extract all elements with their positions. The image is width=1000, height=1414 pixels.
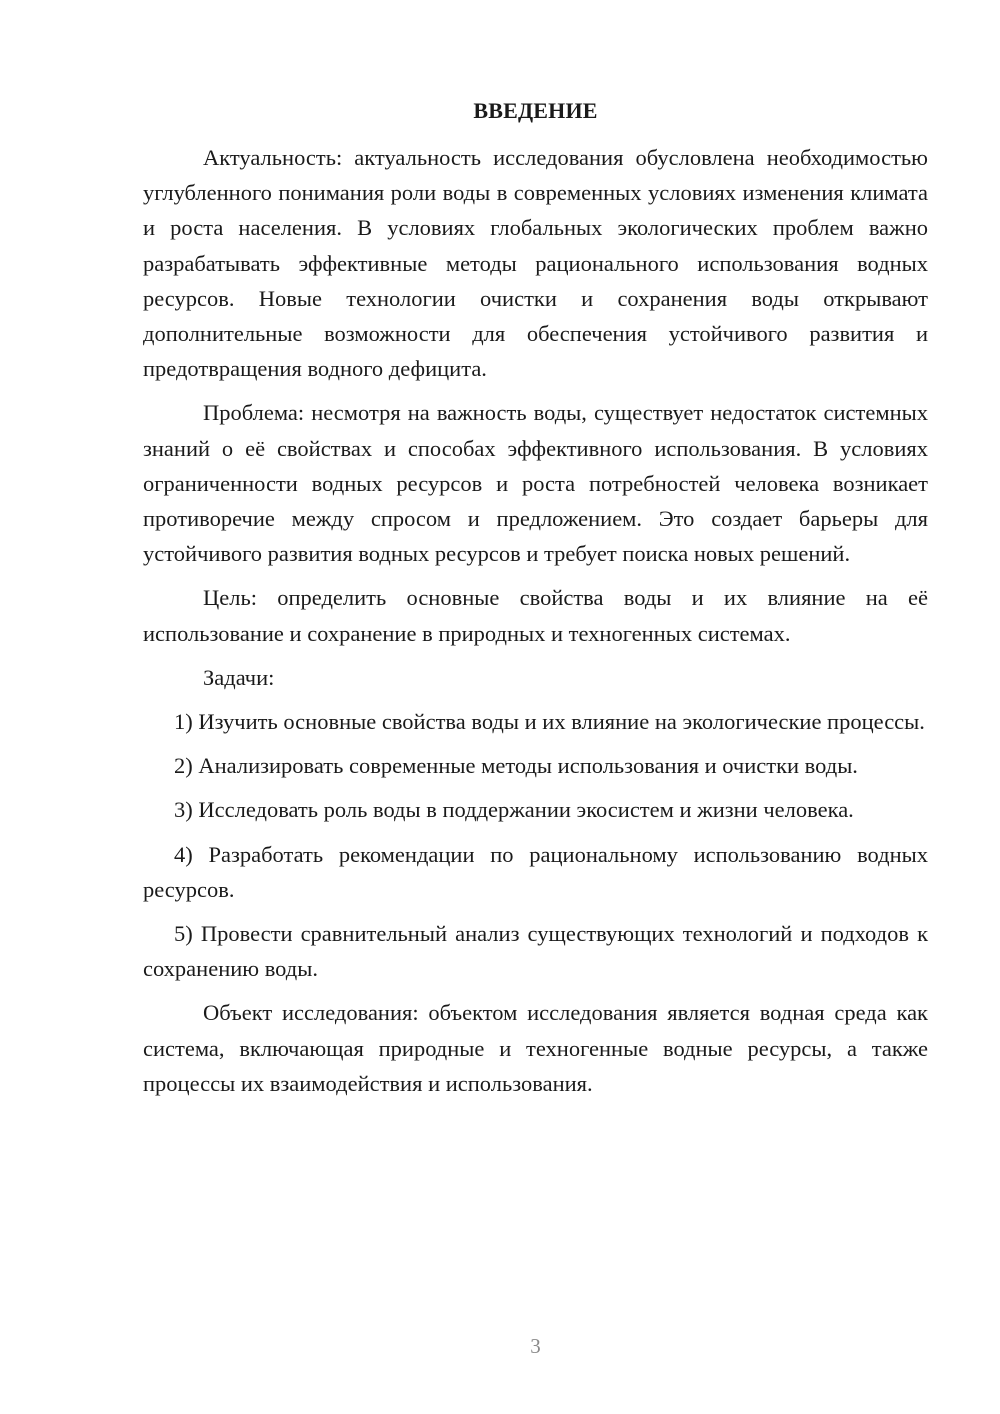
object-paragraph: Объект исследования: объектом исследования является водная среда как система, включающая природные и техногенные водные ресурсы, а также процессы их взаимодействия и использования. [143,1000,928,1096]
task-item-5: 5) Провести сравнительный анализ существующих технологий и подходов к сохранению воды. [143,921,928,982]
page-title: ВВЕДЕНИЕ [473,98,598,123]
page-number: 3 [530,1334,541,1358]
task-item-1: 1) Изучить основные свойства воды и их влияние на экологические процессы. [174,709,925,735]
task-item-2: 2) Анализировать современные методы использования и очистки воды. [174,753,858,779]
task-item-3: 3) Исследовать роль воды в поддержании экосистем и жизни человека. [174,797,854,823]
task-item-4: 4) Разработать рекомендации по рациональному использованию водных ресурсов. [143,841,928,902]
document-page [143,96,928,1101]
tasks-label: Задачи: [203,664,275,690]
problem-paragraph: Проблема: несмотря на важность воды, существует недостаток системных знаний о её свойствах и способах эффективного использования. В условиях ограниченности водных ресурсов и роста потребностей человека возникает противоречие между спросом и предложением. Это создает барьеры для устойчивого развития водных ресурсов и требует поиска новых решений. [143,400,928,567]
goal-paragraph: Цель: определить основные свойства воды и их влияние на её использование и сохранение в природных и техногенных системах. [143,585,928,646]
relevance-paragraph: Актуальность: актуальность исследования обусловлена необходимостью углубленного понимания роли воды в современных условиях изменения климата и роста населения. В условиях глобальных экологических проблем важно разрабатывать эффективные методы рационального использования водных ресурсов. Новые технологии очистки и сохранения воды открывают дополнительные возможности для обеспечения устойчивого развития и предотвращения водного дефицита. [143,145,928,382]
